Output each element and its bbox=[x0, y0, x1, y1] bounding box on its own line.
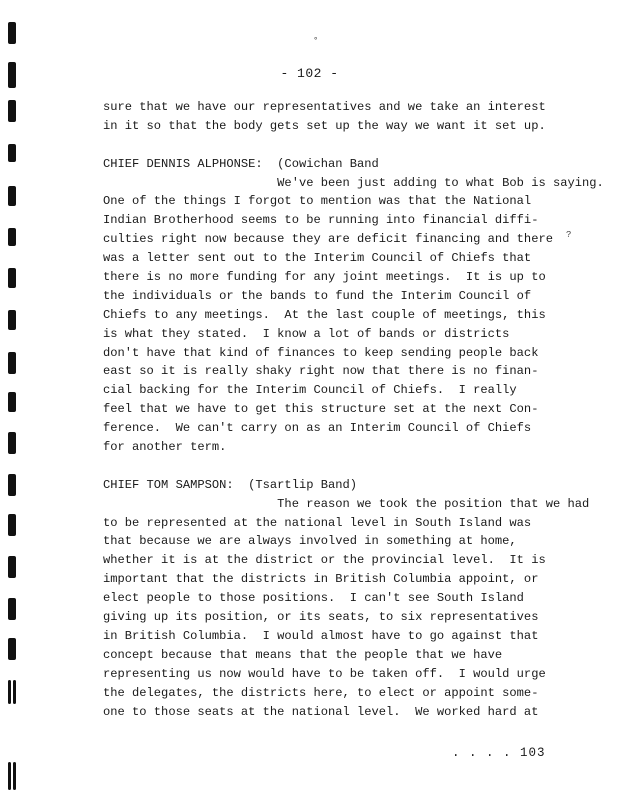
binder-hole bbox=[8, 186, 16, 206]
binder-hole bbox=[8, 638, 16, 660]
text-line: don't have that kind of finances to keep sending people back bbox=[103, 345, 539, 360]
text-line: is what they stated. I know a lot of bands or districts bbox=[103, 326, 510, 341]
binder-hole bbox=[8, 22, 16, 44]
text-line: Indian Brotherhood seems to be running into financial diffi- bbox=[103, 213, 539, 228]
text-line: to be represented at the national level in South Island was bbox=[103, 515, 532, 530]
text-line: CHIEF DENNIS ALPHONSE: (Cowichan Band bbox=[103, 156, 379, 171]
text-line: that because we are always involved in something at home, bbox=[103, 534, 517, 549]
binder-hole bbox=[8, 228, 16, 246]
binder-hole bbox=[8, 762, 11, 790]
binder-hole bbox=[8, 680, 11, 704]
binder-hole bbox=[8, 100, 16, 122]
continuation-marker: . . . . 103 bbox=[452, 746, 546, 760]
binder-hole bbox=[8, 432, 16, 454]
text-line: elect people to those positions. I can't see South Island bbox=[103, 591, 524, 606]
binder-hole bbox=[8, 474, 16, 496]
text-line: for another term. bbox=[103, 440, 227, 455]
text-line bbox=[103, 136, 573, 155]
text-line: representing us now would have to be taken off. I would urge bbox=[103, 666, 546, 681]
binder-hole bbox=[8, 310, 16, 330]
binder-hole bbox=[8, 556, 16, 578]
binder-hole bbox=[8, 598, 16, 620]
text-line: was a letter sent out to the Interim Council of Chiefs that bbox=[103, 251, 532, 266]
scan-mark: ? bbox=[566, 230, 572, 240]
text-line: We've been just adding to what Bob is saying. bbox=[103, 175, 604, 190]
text-line: One of the things I forgot to mention was that the National bbox=[103, 194, 532, 209]
text-line: the delegates, the districts here, to elect or appoint some- bbox=[103, 685, 539, 700]
binder-hole bbox=[8, 268, 16, 288]
binder-hole bbox=[8, 144, 16, 162]
text-line: important that the districts in British Columbia appoint, or bbox=[103, 572, 539, 587]
binder-hole bbox=[8, 514, 16, 536]
binder-hole bbox=[13, 762, 16, 790]
text-line: Chiefs to any meetings. At the last couple of meetings, this bbox=[103, 307, 546, 322]
transcript-body bbox=[103, 98, 604, 721]
text-line: there is no more funding for any joint meetings. It is up to bbox=[103, 270, 546, 285]
text-line: in it so that the body gets set up the way we want it set up. bbox=[103, 118, 546, 133]
text-line: cial backing for the Interim Council of Chiefs. I really bbox=[103, 383, 517, 398]
binder-hole bbox=[13, 680, 16, 704]
binder-hole bbox=[8, 392, 16, 412]
text-line: one to those seats at the national level. We worked hard at bbox=[103, 704, 539, 719]
text-line: ference. We can't carry on as an Interim Council of Chiefs bbox=[103, 421, 532, 436]
text-line: whether it is at the district or the provincial level. It is bbox=[103, 553, 546, 568]
text-line bbox=[103, 457, 573, 476]
scan-mark: ° bbox=[313, 36, 319, 46]
text-line: east so it is really shaky right now that there is no finan- bbox=[103, 364, 539, 379]
binder-hole bbox=[8, 352, 16, 374]
text-line: feel that we have to get this structure set at the next Con- bbox=[103, 402, 539, 417]
page-number: - 102 - bbox=[280, 66, 339, 81]
text-line: in British Columbia. I would almost have to go against that bbox=[103, 628, 539, 643]
text-line: concept because that means that the people that we have bbox=[103, 647, 503, 662]
text-line: culties right now because they are deficit financing and there bbox=[103, 232, 553, 247]
text-line: the individuals or the bands to fund the Interim Council of bbox=[103, 288, 532, 303]
text-line: CHIEF TOM SAMPSON: (Tsartlip Band) bbox=[103, 477, 358, 492]
text-line: The reason we took the position that we had bbox=[103, 496, 590, 511]
text-line: giving up its position, or its seats, to six representatives bbox=[103, 610, 539, 625]
text-line: sure that we have our representatives and we take an interest bbox=[103, 100, 546, 114]
